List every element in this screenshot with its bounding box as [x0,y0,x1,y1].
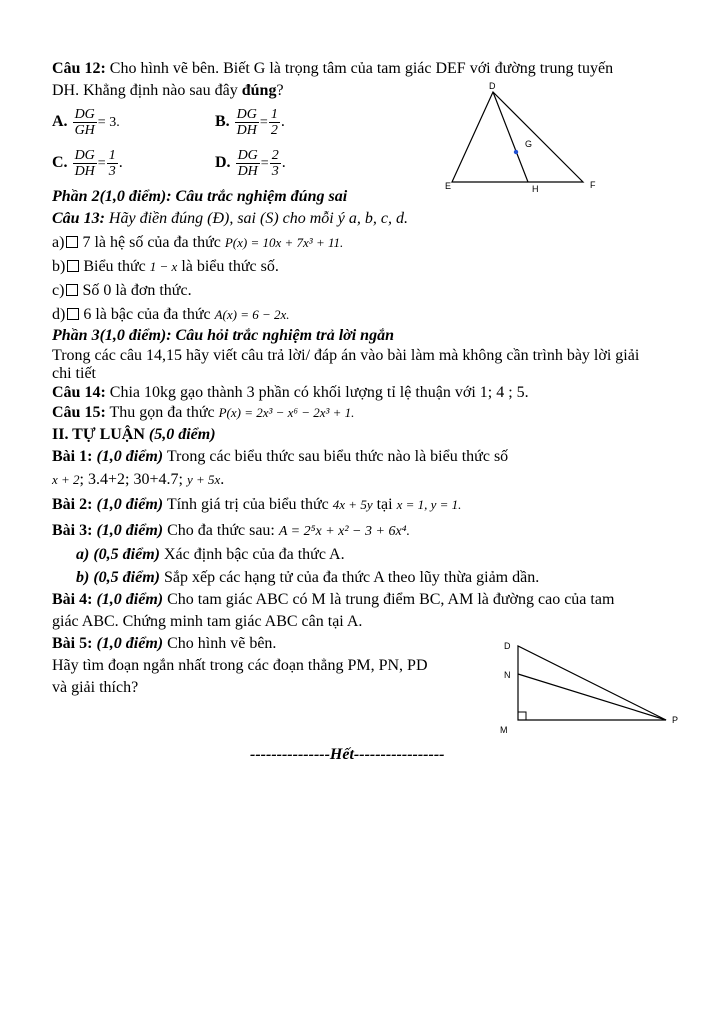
b3-text: Cho đa thức sau: [163,522,279,539]
b3a-text: Xác định bậc của đa thức A. [159,546,345,563]
q12-text-1: Cho hình vẽ bên. Biết G là trọng tâm của tam giác DEF với đường trung tuyến [105,60,614,77]
q12-line1 [52,59,613,79]
q14-line [52,383,529,403]
q13-d [52,305,290,325]
part3-intro-1: Trong các câu 14,15 hãy viết câu trả lời/ đáp án vào bài làm mà không cần trình bày lời giải [52,347,640,364]
b1-line1 [52,447,508,467]
frac-den: 3 [108,163,116,179]
b2-text-2: tại [372,496,397,513]
option-c-label: C. [52,154,68,171]
b5-points: (1,0 điểm) [92,635,164,652]
b4-label: Bài 4: [52,591,93,608]
item-b-math: 1 − x [149,259,178,274]
b4-line1 [52,590,614,610]
equals: = [259,115,268,130]
q15-line [52,403,354,423]
frac-den: 2 [270,122,278,138]
option-d-fraction [236,148,260,179]
option-c-value [107,148,118,179]
label-d: D [489,81,496,91]
q13-a [52,233,343,253]
label-m: M [500,725,508,735]
label-h: H [532,184,539,192]
option-d-label: D. [215,154,231,171]
b1-text: Trong các biểu thức sau biểu thức nào là biểu thức số [163,448,509,465]
tail: . [281,154,286,171]
b4-text-1: Cho tam giác ABC có M là trung điểm BC, AM là đường cao của tam [163,591,615,608]
b3b-label: b) (0,5 điểm) [76,569,160,586]
b2-label: Bài 2: [52,496,93,513]
q12-line2 [52,81,284,101]
end-marker: ---------------Hết----------------- [250,746,445,763]
frac-den: DH [74,163,95,179]
label-e: E [445,181,452,191]
q13-b [52,257,279,277]
checkbox-d[interactable] [67,308,79,320]
b5-line1 [52,634,276,654]
checkbox-b[interactable] [67,260,79,272]
q14-label: Câu 14: [52,384,106,401]
b3-label: Bài 3: [52,522,93,539]
item-b-prefix: b) [52,258,66,275]
option-c [52,146,123,181]
item-c-text: Số 0 là đơn thức. [82,282,192,299]
item-d-math: A(x) = 6 − 2x. [214,307,290,322]
part3-intro-2: chi tiết [52,365,96,382]
segment-np [518,674,666,720]
b5-line2: Hãy tìm đoạn ngắn nhất trong các đoạn thẳng PM, PN, PD [52,657,428,674]
q14-text: Chia 10kg gạo thành 3 phần có khối lượng tỉ lệ thuận với 1; 4 ; 5. [105,384,529,401]
tail: . [118,154,123,171]
item-a-prefix: a) [52,234,65,251]
frac-den: GH [74,122,95,138]
b3b-line [76,568,539,588]
b5-label: Bài 5: [52,635,93,652]
b3a-label: a) (0,5 điểm) [76,546,160,563]
item-d-prefix: d) [52,306,66,323]
item-c-prefix: c) [52,282,65,299]
frac-num: 1 [270,106,278,122]
item-d-text: 6 là bậc của đa thức [83,306,211,323]
label-f: F [590,180,596,190]
q13-text: Hãy điền đúng (Đ), sai (S) cho mỗi ý a, b, c, d. [104,210,408,227]
frac-num: DG [74,147,95,163]
frac-den: 3 [271,163,279,179]
b1-list: ; 3.4+2; 30+4.7; [79,471,187,488]
b2-math-2: x = 1, y = 1. [396,497,462,512]
frac-num: DG [237,147,258,163]
item-b-text-1: Biểu thức [83,258,146,275]
item-a-math: P(x) = 10x + 7x³ + 11. [224,235,344,250]
triangle-dmp [518,646,666,720]
b3-points: (1,0 điểm) [92,522,164,539]
frac-num: 2 [271,147,279,163]
b4-line2: giác ABC. Chứng minh tam giác ABC cân tại A. [52,613,363,630]
essay-title-points: (5,0 điểm) [148,426,216,443]
b1-math-2: y + 5x [186,472,221,487]
option-b-value [269,107,280,138]
label-n: N [504,670,511,680]
q13-c [52,281,192,301]
right-angle-mark [518,712,526,720]
checkbox-a[interactable] [66,236,78,248]
q12-emphasis: đúng [241,82,277,99]
b1-line2 [52,470,224,490]
b1-end: . [220,471,225,488]
q12-text-2a: DH. Khẳng định nào sau đây [52,82,242,99]
b3-line [52,521,410,542]
b1-points: (1,0 điểm) [92,448,164,465]
b2-points: (1,0 điểm) [92,496,164,513]
equals: = [260,156,269,171]
frac-num: DG [74,106,95,122]
option-a-label: A. [52,113,68,130]
q15-label: Câu 15: [52,404,106,421]
b4-points: (1,0 điểm) [92,591,164,608]
option-d-value [270,148,281,179]
b3a-line [76,545,345,565]
item-b-text-2: là biểu thức số. [181,258,279,275]
frac-num: DG [236,106,257,122]
label-d: D [504,641,511,651]
option-a-rhs: = 3. [97,115,120,130]
frac-num: 1 [108,147,116,163]
option-d [215,146,286,181]
option-b-label: B. [215,113,230,130]
b3b-text: Sắp xếp các hạng tử của đa thức A theo lũy thừa giảm dần. [159,569,540,586]
label-p: P [672,715,679,725]
option-a [52,105,120,140]
item-a-text: 7 là hệ số của đa thức [82,234,221,251]
tail: . [280,113,285,130]
q12-label: Câu 12: [52,60,106,77]
q15-math: P(x) = 2x³ − x⁶ − 2x³ + 1. [218,405,355,420]
option-b [215,105,285,140]
part3-title: Phần 3(1,0 điểm): Câu hỏi trắc nghiệm trả lời ngắn [52,327,394,344]
centroid-g-point [514,150,518,154]
option-c-fraction [73,148,97,179]
option-a-fraction [73,107,97,138]
b5-text-1: Cho hình vẽ bên. [163,635,277,652]
frac-den: DH [237,163,258,179]
median-dh [493,92,528,182]
option-b-fraction [235,107,259,138]
triangle-def-figure [440,80,610,192]
b2-text: Tính giá trị của biểu thức [163,496,333,513]
right-triangle-figure [496,638,686,738]
b1-label: Bài 1: [52,448,93,465]
triangle-def [452,92,583,182]
b2-line [52,495,461,515]
frac-den: DH [236,122,257,138]
q12-text-2c: ? [276,82,284,99]
q13-label: Câu 13: [52,210,105,227]
essay-title-main: II. TỰ LUẬN [52,426,149,443]
part2-title: Phần 2(1,0 điểm): Câu trắc nghiệm đúng sai [52,188,348,205]
essay-title [52,425,216,445]
label-g: G [525,139,533,149]
b5-line3: và giải thích? [52,679,139,696]
checkbox-c[interactable] [66,284,78,296]
b2-math-1: 4x + 5y [332,497,373,512]
b3-math: A = 2⁵x + x² − 3 + 6x⁴. [278,524,411,539]
q13-line [52,209,408,229]
b1-math-1: x + 2 [52,472,80,487]
equals: = [97,156,106,171]
q15-text: Thu gọn đa thức [105,404,219,421]
